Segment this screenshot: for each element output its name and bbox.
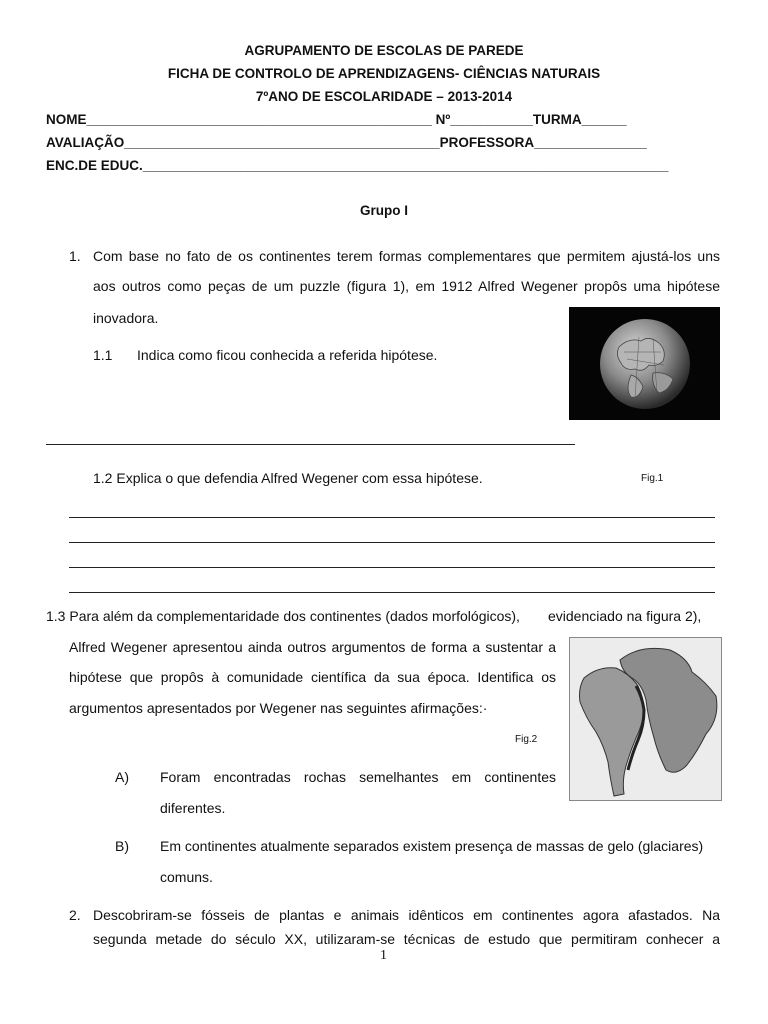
answer-line-1-2-b[interactable] — [69, 542, 715, 543]
answer-line-1-2-a[interactable] — [69, 517, 715, 518]
globe-figure — [569, 307, 720, 420]
option-b-label: B) — [115, 838, 129, 854]
name-field[interactable]: NOME______________________________________________ Nº___________TURMA______ — [46, 112, 627, 127]
q2-line2: segunda metade do século XX, utilizaram-se técnicas de estudo que permitiram conhecer a — [93, 931, 720, 947]
q1-3-line3: hipótese que propôs à comunidade científica da sua época. Identifica os — [69, 669, 556, 685]
continents-figure — [569, 637, 722, 801]
option-a-label: A) — [115, 769, 129, 785]
q1-3-line2: Alfred Wegener apresentou ainda outros argumentos de forma a sustentar a — [69, 639, 556, 655]
fig2-caption: Fig.2 — [515, 734, 538, 745]
q1-1-text: Indica como ficou conhecida a referida hipótese. — [137, 347, 438, 363]
continents-map — [570, 638, 721, 800]
q1-3-line1b: evidenciado na figura 2), — [548, 608, 702, 624]
q2-number: 2. — [69, 907, 81, 923]
school-year: 7ºANO DE ESCOLARIDADE – 2013-2014 — [255, 89, 513, 104]
option-b-line2: comuns. — [160, 869, 213, 885]
worksheet-title: FICHA DE CONTROLO DE APRENDIZAGENS- CIÊNCIAS NATURAIS — [167, 66, 601, 81]
group-title: Grupo I — [360, 203, 408, 218]
q2-line1: Descobriram-se fósseis de plantas e animais idênticos em continentes agora afastados. Na — [93, 907, 720, 923]
q1-1-number: 1.1 — [93, 347, 113, 363]
q1-3-line4: argumentos apresentados por Wegener nas seguintes afirmações:· — [69, 700, 488, 716]
guardian-field[interactable]: ENC.DE EDUC.______________________________________________________________________ — [46, 158, 669, 173]
fig1-caption: Fig.1 — [641, 473, 664, 484]
answer-line-1-2-d[interactable] — [69, 592, 715, 593]
page-number: 1 — [380, 948, 387, 963]
q1-number: 1. — [69, 248, 81, 264]
evaluation-field[interactable]: AVALIAÇÃO__________________________________________PROFESSORA_______________ — [46, 135, 647, 150]
answer-line-1-1[interactable] — [46, 444, 575, 445]
school-name: AGRUPAMENTO DE ESCOLAS DE PAREDE — [244, 43, 524, 58]
option-b-line1: Em continentes atualmente separados existem presença de massas de gelo (glaciares) — [160, 838, 704, 854]
option-a-line1: Foram encontradas rochas semelhantes em continentes — [160, 769, 556, 785]
q1-line2: aos outros como peças de um puzzle (figura 1), em 1912 Alfred Wegener propôs uma hipótese — [93, 278, 720, 294]
answer-line-1-2-c[interactable] — [69, 567, 715, 568]
option-a-line2: diferentes. — [160, 800, 226, 816]
q1-line3: inovadora. — [93, 310, 159, 326]
globe-image — [569, 307, 720, 420]
q1-2-text: 1.2 Explica o que defendia Alfred Wegener com essa hipótese. — [93, 470, 483, 486]
q1-line1: Com base no fato de os continentes terem formas complementares que permitem ajustá-los uns — [93, 248, 720, 264]
q1-3-line1a: 1.3 Para além da complementaridade dos continentes (dados morfológicos), — [46, 608, 520, 624]
